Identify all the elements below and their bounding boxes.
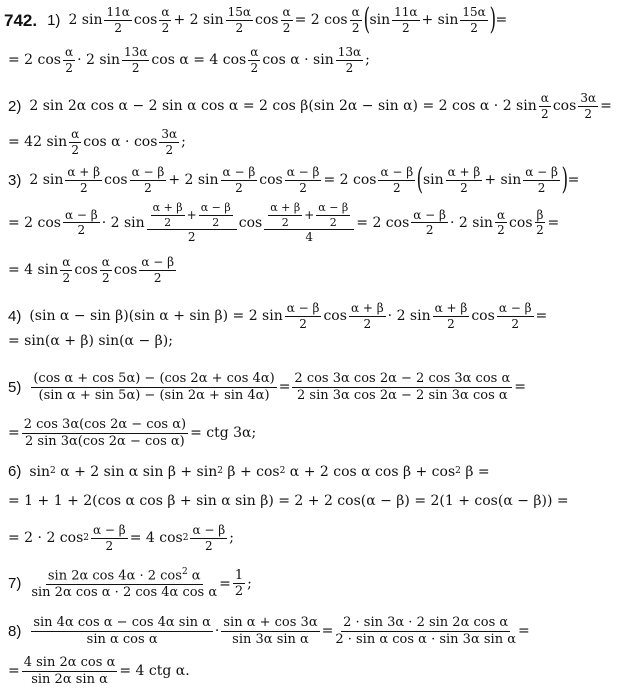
- p8-frac: $\frac{\text{sin α + cos 3α}}{\text{sin 3α sin α}}$: [223, 615, 318, 647]
- p6-line-1: [8, 464, 490, 479]
- p2-frac: α 2: [540, 91, 549, 121]
- p3-frac: α − β 2: [413, 207, 446, 238]
- p1-line-1: [4, 2, 508, 38]
- p6-exp: 2: [279, 466, 286, 476]
- p6-exp: 2: [50, 466, 56, 476]
- p1-l2-c: cos α = 4 cos: [151, 52, 247, 69]
- p8-l1-a: ·: [214, 623, 220, 640]
- p1-l1-b: cos: [133, 12, 158, 29]
- p1-frac: 11α 2: [394, 5, 418, 35]
- p3-frac: α 2: [101, 255, 110, 285]
- p1-l1-e: = 2 cos: [294, 12, 348, 29]
- close-paren: ): [561, 162, 569, 198]
- p3-l1-g: sin: [422, 172, 444, 189]
- p1-l2-e: ;: [365, 52, 370, 69]
- p1-l1-h: + sin: [421, 12, 459, 29]
- p6-l1-a: sin: [29, 463, 51, 480]
- p1-frac: α 2: [250, 45, 259, 75]
- p3-l3-b: cos: [74, 262, 98, 279]
- p3-frac: α − β 2: [131, 165, 165, 195]
- p2-l2-c: ;: [181, 134, 186, 151]
- p4-frac: α − β 2: [286, 301, 320, 331]
- p6-frac: α − β 2: [192, 523, 226, 553]
- p5-line-2: [8, 418, 256, 448]
- p2-l1-b: cos: [552, 98, 577, 115]
- p3-l1-e: = 2 cos: [323, 172, 377, 189]
- p8-line-1: [8, 616, 530, 646]
- p3-label: 3): [8, 171, 22, 189]
- p3-l2-c: cos: [238, 214, 263, 231]
- p6-l1-d: α + 2 cos α cos β + cos: [285, 463, 456, 480]
- p5-frac: $\frac{\text{2 cos 3α(cos 2α − cos α)}}{\text{2 sin 3α(cos 2α − cos α)}}$: [23, 417, 187, 449]
- p6-exp: 2: [217, 466, 223, 476]
- p8-l2-b: = 4 ctg α.: [119, 663, 190, 680]
- p1-l1-d: cos: [255, 12, 279, 29]
- p6-l1-c: β + cos: [222, 463, 280, 480]
- p2-frac: $\frac{3\alpha}{2}$: [580, 91, 597, 121]
- p8-label: 8): [8, 622, 22, 640]
- p6-line-3: [8, 524, 234, 552]
- p1-l1-i: =: [495, 12, 508, 29]
- p1-frac: $\frac{\alpha}{2}$: [282, 5, 291, 35]
- p2-label: 2): [8, 97, 22, 115]
- p5-l1-b: =: [514, 379, 526, 396]
- p3-frac: α − β 2: [65, 207, 98, 238]
- p8-frac: sin 4α cos α − cos 4α sin α sin α cos α: [33, 615, 211, 647]
- p3-frac: α − β 2: [380, 165, 414, 195]
- p3-frac: α − β 2: [141, 255, 175, 285]
- p2-l2-a: = 42 sin: [8, 134, 68, 151]
- p8-line-2: [8, 656, 190, 686]
- p3-l1-b: cos: [104, 172, 128, 189]
- p3-frac: α 2: [496, 207, 506, 238]
- p3-frac: α 2: [62, 255, 71, 285]
- p1-label: 1): [47, 11, 61, 29]
- p3-line-3: [8, 256, 178, 284]
- p1-l2-a: = 2 cos: [8, 52, 61, 69]
- p3-l1-i: =: [567, 172, 580, 189]
- p7-l1-b: ;: [247, 575, 252, 592]
- p6-exp: 2: [455, 466, 461, 476]
- p1-frac: α 2: [65, 45, 74, 75]
- p1-frac: α 2: [351, 5, 360, 35]
- p3-l2-a: = 2 cos: [8, 214, 61, 231]
- p8-l1-c: =: [517, 623, 530, 640]
- p3-line-2: [8, 202, 559, 244]
- p1-frac: 13α 2: [337, 45, 362, 75]
- p3-nested-frac: α + β 2 + $\frac{\alpha - \beta}{2}$ 4: [264, 202, 354, 244]
- p1-l2-d: cos α · sin: [262, 52, 334, 69]
- p4-label: 4): [8, 307, 22, 325]
- open-paren: (: [363, 2, 370, 38]
- p4-frac: α + β 2: [434, 301, 468, 331]
- p3-frac: α − β 2: [525, 165, 558, 195]
- p3-l3-a: = 4 sin: [8, 262, 59, 279]
- p3-nested-frac: α + β 2 + $\frac{\alpha - \beta}{2}$ 2: [147, 202, 237, 244]
- p7-l1-a: =: [219, 575, 231, 592]
- p6-line-2: [8, 494, 569, 508]
- p4-frac: $\frac{\alpha - \beta}{2}$: [498, 301, 532, 331]
- p1-frac: 11α 2: [106, 5, 130, 35]
- p4-l1-a: (sin α − sin β)(sin α + sin β) = 2 sin: [29, 308, 283, 325]
- p2-line-2: [8, 128, 186, 156]
- p4-l1-e: =: [535, 308, 548, 325]
- p3-l2-e: · 2 sin: [450, 214, 493, 231]
- p2-frac: 3α 2: [161, 127, 178, 157]
- p6-l3-b: = 4 cos: [129, 530, 183, 547]
- p2-l2-b: cos α · cos: [83, 134, 158, 151]
- p6-l2: = 1 + 1 + 2(cos α cos β + sin α sin β) = 2 + 2 cos(α − β) = 2(1 + cos(α − β)) =: [8, 493, 569, 509]
- p4-l1-d: cos: [471, 308, 495, 325]
- p3-l2-h: =: [547, 214, 560, 231]
- p6-l1-b: α + 2 sin α sin β + sin: [55, 463, 218, 480]
- p5-frac: $\frac{\text{2 cos 3α cos 2α − 2 cos 3α cos α}}{\text{2 sin 3α cos 2α − 2 sin 3α cos α}}$: [294, 371, 511, 403]
- p3-l1-h: + sin: [484, 172, 522, 189]
- p3-l3-c: cos: [113, 262, 138, 279]
- p3-l2-d: = 2 cos: [356, 214, 410, 231]
- p3-l1-a: 2 sin: [29, 172, 64, 189]
- p8-frac: $\frac{\text{2 · sin 3α · 2 sin 2α cos α}}{\text{2 · sin α cos α · sin 3α sin α}}$: [335, 615, 516, 647]
- p6-l3-c: ;: [229, 530, 234, 547]
- p4-l2: = sin(α + β) sin(α − β);: [8, 333, 173, 349]
- p6-label: 6): [8, 463, 22, 480]
- p6-exp: 2: [83, 532, 89, 543]
- open-paren: (: [416, 162, 424, 198]
- p3-frac: α + β 2: [447, 165, 481, 195]
- p1-frac: 13α 2: [124, 45, 148, 75]
- p1-l2-b: · 2 sin: [77, 52, 121, 69]
- p1-line-2: [8, 46, 370, 74]
- p3-frac: $\frac{\beta}{2}$: [536, 207, 544, 238]
- p7-frac: $\frac{1}{2}$: [234, 567, 244, 600]
- p5-l2-a: =: [8, 425, 20, 442]
- p5-line-1: [8, 372, 526, 402]
- p2-l1-a: 2 sin 2α cos α − 2 sin α cos α = 2 cos β(sin 2α − sin α) = 2 cos α · 2 sin: [29, 98, 537, 115]
- p1-l1-g: sin: [369, 12, 391, 29]
- p8-l1-b: =: [321, 623, 334, 640]
- p3-frac: α − β 2: [222, 165, 256, 195]
- p5-l1-a: =: [278, 379, 291, 396]
- p3-frac: $\frac{\alpha - \beta}{2}$: [286, 165, 320, 195]
- p3-l2-g: cos: [509, 214, 533, 231]
- p1-l1-a: 2 sin: [68, 12, 103, 29]
- p3-line-1: [8, 162, 580, 198]
- p8-frac: $\frac{\text{4 sin 2α cos α}}{\text{sin 2α sin α}}$: [23, 655, 116, 687]
- p4-line-2: [8, 334, 173, 348]
- p4-l1-b: cos: [323, 308, 347, 325]
- p2-line-1: [8, 92, 612, 120]
- p5-frac: $\frac{\text{(cos α + cos 5α) − (cos 2α + cos 4α)}}{\text{(sin α + sin 5α) − (sin 2α + sin 4α)}}$: [33, 371, 275, 403]
- p8-l2-a: =: [8, 663, 20, 680]
- close-paren: ): [489, 2, 496, 38]
- p4-l1-c: · 2 sin: [387, 308, 431, 325]
- p6-l1-e: β =: [460, 463, 490, 480]
- p1-l1-c: + 2 sin: [173, 12, 224, 29]
- p6-exp: 2: [182, 532, 189, 543]
- p1-frac: 15α 2: [227, 5, 252, 35]
- p7-line-1: [8, 568, 252, 600]
- p5-l2-b: = ctg 3α;: [190, 425, 257, 442]
- p7-label: 7): [8, 575, 22, 593]
- p3-frac: α + β 2: [67, 165, 101, 195]
- p6-frac: $\frac{\alpha - \beta}{2}$: [92, 523, 126, 553]
- p3-l2-b: · 2 sin: [101, 214, 145, 231]
- p5-label: 5): [8, 378, 22, 396]
- p3-l1-c: + 2 sin: [168, 172, 219, 189]
- p3-l1-d: cos: [259, 172, 283, 189]
- p1-frac: α 2: [161, 5, 170, 35]
- p6-l3-a: = 2 · 2 cos: [8, 530, 84, 547]
- p2-frac: α 2: [71, 127, 80, 157]
- problem-number: 742.: [4, 10, 38, 30]
- p1-frac: 15α 2: [462, 5, 486, 35]
- p2-l1-c: =: [600, 98, 612, 115]
- p7-frac: $\frac{\sin 2\alpha \cos 4\alpha \cdot 2 \cos^2 \alpha}{\text{sin 2α cos α · 2 cos 4α cos α}}$: [31, 567, 218, 600]
- p4-frac: α + β 2: [350, 301, 384, 331]
- p4-line-1: [8, 302, 547, 330]
